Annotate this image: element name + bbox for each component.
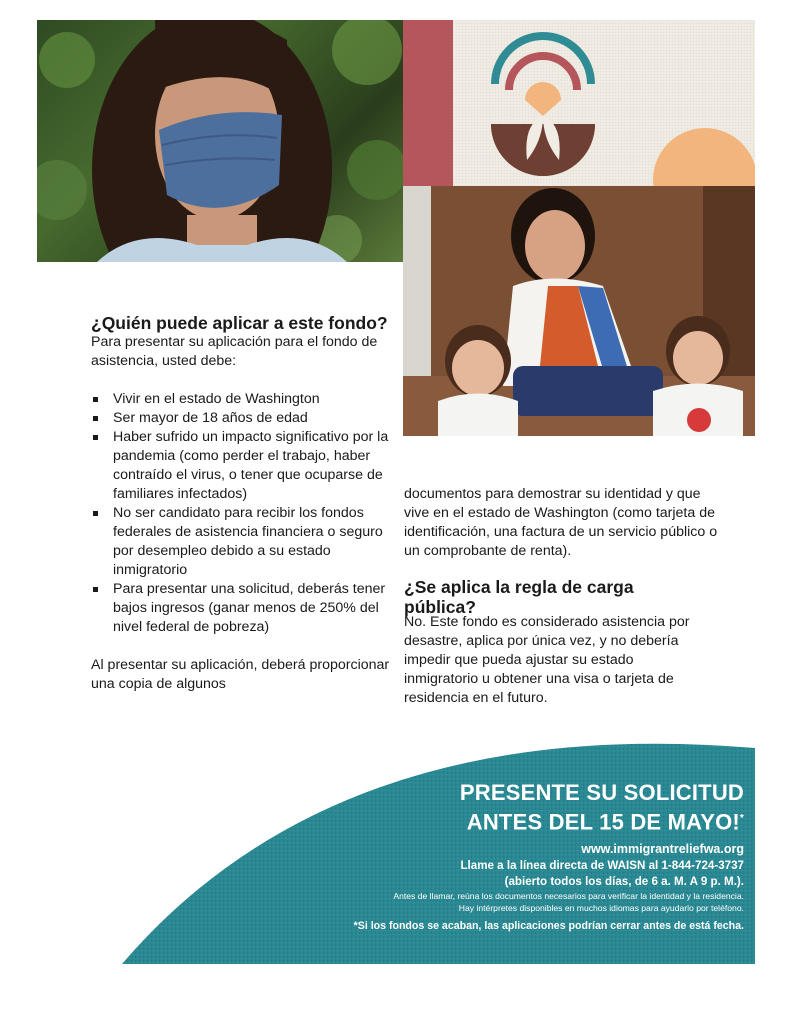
- photo-mother-twins: [403, 186, 755, 436]
- photo-woman-mask: [37, 20, 403, 262]
- eligibility-list: [91, 390, 391, 637]
- public-charge-answer: No. Este fondo es considerado asistencia por desastre, aplica por única vez, y no debería impedir que pueda ajustar su estado inmigratorio u obtener una visa o tarjeta de residencia en el futuro.: [404, 614, 690, 706]
- website-link[interactable]: www.immigrantreliefwa.org: [581, 842, 744, 857]
- interpreters-text: Hay intérpretes disponibles en muchos idiomas para ayudarlo por teléfono.: [458, 903, 744, 914]
- cta-section: [262, 780, 744, 945]
- lotus-sunrise-logo-icon: [453, 20, 755, 186]
- list-item: Ser mayor de 18 años de edad: [91, 409, 391, 428]
- list-item: Para presentar una solicitud, deberás tener bajos ingresos (ganar menos de 250% del nivel federal de pobreza): [91, 580, 391, 637]
- cta-title-line1: PRESENTE SU SOLICITUD: [459, 780, 744, 805]
- eligibility-section: [91, 313, 391, 694]
- cta-title-line2: [262, 806, 744, 835]
- hotline-text: Llame a la línea directa de WAISN al 1-844-724-3737: [460, 859, 744, 873]
- public-charge-heading: ¿Se aplica la regla de carga pública?: [404, 577, 634, 617]
- deadline-note: *Si los fondos se acaban, las aplicaciones podrían cerrar antes de está fecha.: [353, 920, 744, 933]
- hours-text: (abierto todos los días, de 6 a. M. A 9 p. M.).: [504, 875, 744, 889]
- documents-intro-text: Al presentar su aplicación, deberá proporcionar una copia de algunos: [91, 657, 390, 692]
- cta-title-line2-text: ANTES DEL 15 DE MAYO!: [466, 809, 740, 835]
- documents-reminder-text: Antes de llamar, reúna los documentos necesarios para verificar la identidad y la residencia.: [393, 891, 744, 902]
- asterisk-mark: *: [739, 813, 744, 824]
- list-item: Vivir en el estado de Washington: [91, 390, 391, 409]
- list-item: No ser candidato para recibir los fondos federales de asistencia financiera o seguro por desempleo debido a su estado inmigratorio: [91, 504, 391, 580]
- logo-panel: [453, 20, 755, 186]
- list-item: Haber sufrido un impacto significativo por la pandemia (como perder el trabajo, haber contraído el virus, o tener que ocuparse de familiares infectados): [91, 428, 391, 504]
- eligibility-intro: Para presentar su aplicación para el fondo de asistencia, usted debe:: [91, 334, 378, 369]
- documents-continuation-text: documentos para demostrar su identidad y que vive en el estado de Washington (como tarjeta de identificación, una factura de un servicio público o un comprobante de renta).: [404, 486, 718, 559]
- photo-mother-twins-illustration: [403, 186, 755, 436]
- eligibility-heading: ¿Quién puede aplicar a este fondo?: [91, 313, 388, 333]
- photo-woman-mask-illustration: [37, 20, 403, 262]
